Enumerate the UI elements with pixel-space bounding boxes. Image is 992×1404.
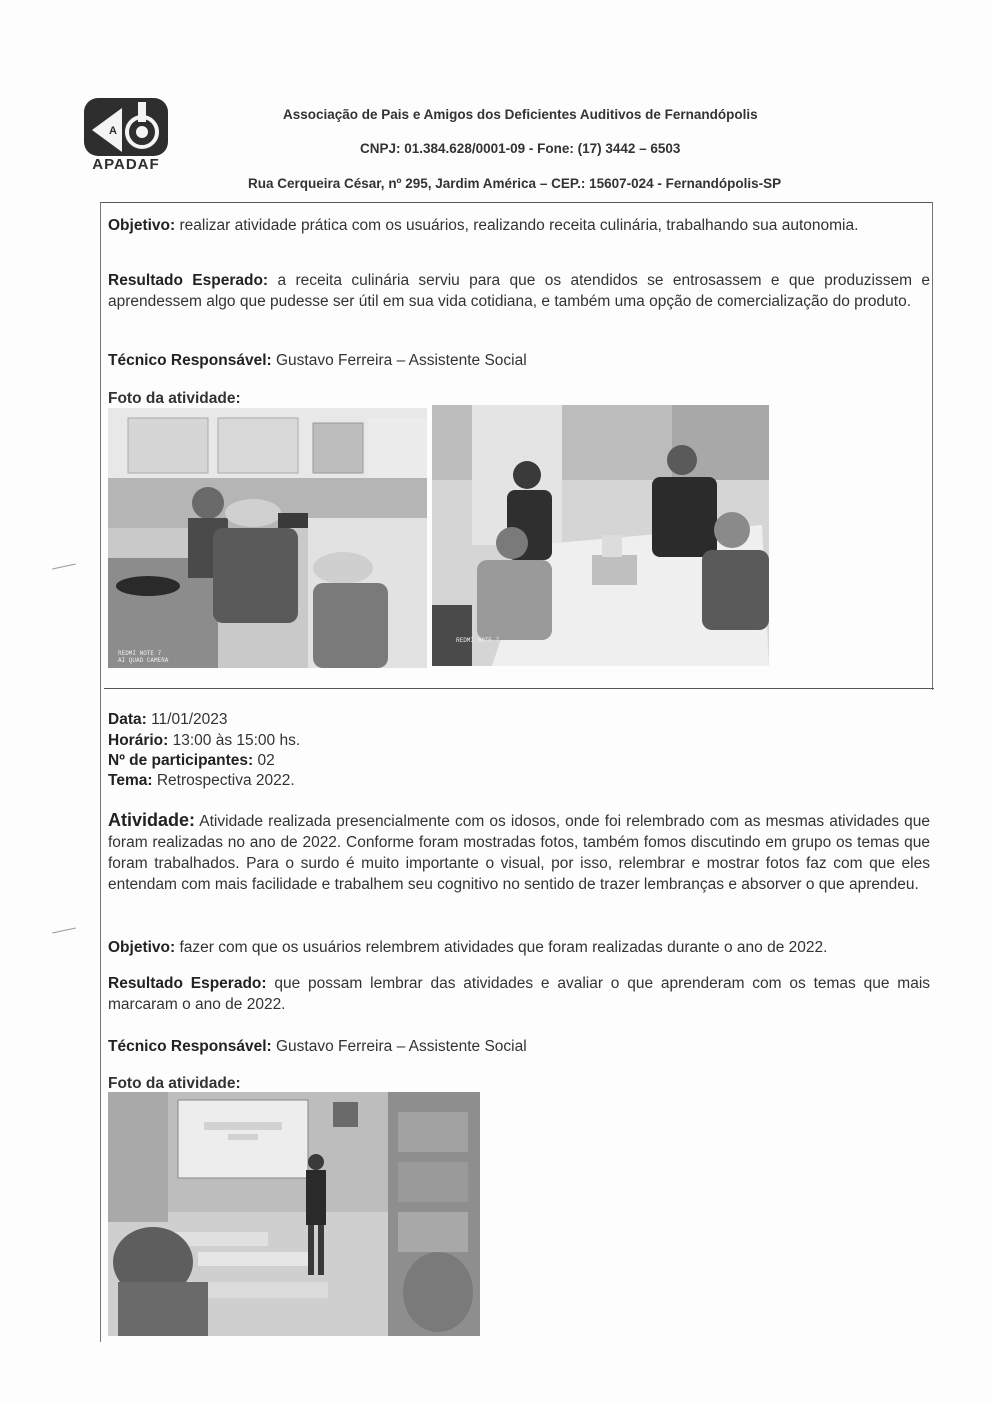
result-label: Resultado Esperado:: [108, 975, 267, 992]
result-label: Resultado Esperado:: [108, 272, 269, 289]
objective-text: fazer com que os usuários relembrem atividades que foram realizadas durante o ano de 2022.: [179, 939, 828, 956]
logo-text: APADAF: [92, 156, 160, 173]
time-value: 13:00 às 15:00 hs.: [172, 732, 301, 749]
tech-line-2: [108, 1037, 527, 1056]
table-activity-photo: [432, 405, 769, 666]
time-label: Horário:: [108, 732, 169, 749]
tech-label: Técnico Responsável:: [108, 1038, 272, 1055]
scan-mark: [52, 564, 76, 570]
svg-text:A: A: [109, 125, 117, 137]
participants-value: 02: [257, 752, 275, 769]
photo-label-1: Foto da atividade:: [108, 390, 241, 407]
time-line: [108, 731, 300, 750]
org-name: Associação de Pais e Amigos dos Deficientes Auditivos de Fernandópolis: [283, 107, 758, 122]
camera-stamp: REDMI NOTE 7: [456, 637, 500, 644]
result-paragraph-1: [108, 270, 930, 312]
cnpj-phone: CNPJ: 01.384.628/0001-09 - Fone: (17) 3442 – 6503: [360, 141, 681, 156]
activity-paragraph: [108, 810, 930, 895]
header-divider: [100, 202, 932, 203]
date-label: Data:: [108, 711, 147, 728]
address: Rua Cerqueira César, nº 295, Jardim América – CEP.: 15607-024 - Fernandópolis-SP: [248, 176, 782, 191]
result-text: a receita culinária serviu para que os atendidos se entrosassem e que produzissem e aprendessem algo que pudesse ser útil em sua vida cotidiana, e também uma opção de comercialização do produto.: [108, 272, 930, 310]
objective-label: Objetivo:: [108, 939, 176, 956]
date-line: [108, 710, 228, 729]
right-border: [932, 202, 933, 690]
tech-text: Gustavo Ferreira – Assistente Social: [275, 352, 527, 369]
classroom-activity-photo: [108, 1092, 480, 1336]
section-divider: [104, 688, 934, 689]
left-border: [100, 202, 101, 1342]
objective-paragraph-2: [108, 937, 930, 958]
apadaf-logo: [82, 96, 170, 176]
theme-label: Tema:: [108, 772, 153, 789]
result-paragraph-2: [108, 973, 930, 1015]
objective-text: realizar atividade prática com os usuários, realizando receita culinária, trabalhando sua autonomia.: [179, 217, 859, 234]
objective-label: Objetivo:: [108, 217, 176, 234]
tech-line-1: [108, 351, 527, 370]
objective-paragraph-1: [108, 215, 930, 236]
tech-label: Técnico Responsável:: [108, 352, 272, 369]
participants-line: [108, 751, 275, 770]
participants-label: Nº de participantes:: [108, 752, 254, 769]
theme-line: [108, 771, 295, 790]
result-text: que possam lembrar das atividades e avaliar o que aprenderam com os temas que mais marcaram o ano de 2022.: [108, 975, 931, 1013]
kitchen-activity-photo: [108, 408, 427, 668]
activity-text: Atividade realizada presencialmente com os idosos, onde foi relembrado com as mesmas atividades que foram realizadas no ano de 2022. Conforme foram mostradas fotos, também fomos discutindo em grupo os temas que foram trabalhados. Para o surdo é muito importante o visual, por isso, relembrar e mostrar fotos faz com que eles entendam com mais facilidade e trabalhem seu cognitivo no sentido de trazer lembranças e absorver o que aprendeu.: [108, 813, 931, 893]
camera-stamp: REDMI NOTE 7 AI QUAD CAMERA: [118, 650, 169, 664]
scan-mark: [52, 928, 76, 934]
tech-text: Gustavo Ferreira – Assistente Social: [275, 1038, 527, 1055]
photo-label-2: Foto da atividade:: [108, 1075, 241, 1092]
activity-label: Atividade:: [108, 810, 196, 830]
date-value: 11/01/2023: [151, 711, 228, 728]
theme-value: Retrospectiva 2022.: [156, 772, 295, 789]
